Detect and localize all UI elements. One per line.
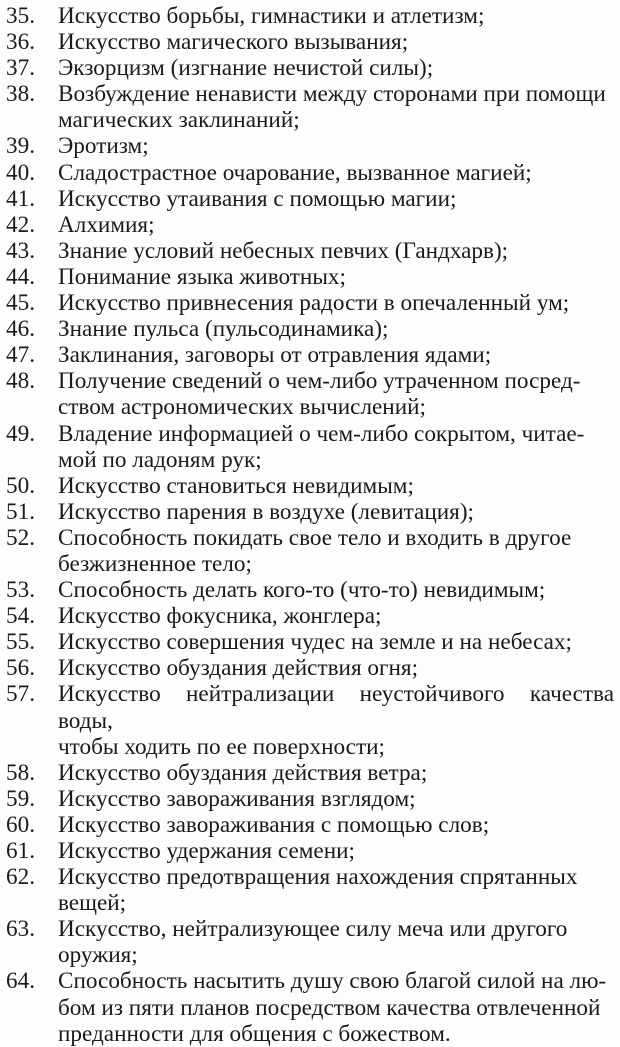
item-text — [58, 968, 620, 1046]
item-number: 48. — [6, 368, 35, 395]
item-text-line: Заклинания, заговоры от отравления ядами; — [58, 342, 492, 369]
item-number: 37. — [6, 55, 35, 82]
item-text-line: Искусство утаивания с помощью магии; — [58, 185, 457, 212]
list-item — [0, 290, 620, 316]
item-number: 42. — [6, 211, 35, 238]
item-text — [58, 681, 620, 759]
list-item — [0, 786, 620, 812]
item-text-line: Искусство предотвращения нахождения спрятанных — [58, 864, 578, 891]
list-item — [0, 968, 620, 1046]
list-item — [0, 238, 620, 264]
list-item — [0, 212, 620, 238]
list-item — [0, 3, 620, 29]
item-text-line: Экзорцизм (изгнание нечистой силы); — [58, 55, 434, 82]
item-text — [58, 342, 620, 368]
item-text-line: Знание условий небесных певчих (Гандхарв); — [58, 237, 509, 264]
item-text — [58, 864, 620, 916]
list-item — [0, 812, 620, 838]
item-number: 45. — [6, 290, 35, 317]
item-number: 43. — [6, 237, 35, 264]
list-item — [0, 55, 620, 81]
item-text-line: Возбуждение ненависти между сторонами при помощи — [58, 81, 606, 108]
list-item — [0, 603, 620, 629]
item-number: 60. — [6, 811, 35, 838]
item-text-line: Сладострастное очарование, вызванное магией; — [58, 159, 532, 186]
item-text — [58, 473, 620, 499]
item-text-line: Искусство привнесения радости в опечаленный ум; — [58, 290, 570, 317]
item-number: 51. — [6, 498, 35, 525]
item-text-line: Алхимия; — [58, 211, 155, 238]
item-text-line: Искусство магического вызывания; — [58, 29, 409, 56]
item-text-line: Искусство совершения чудес на земле и на небесах; — [58, 629, 572, 656]
list-item — [0, 916, 620, 968]
item-number: 56. — [6, 655, 35, 682]
list-item — [0, 421, 620, 473]
item-number: 49. — [6, 420, 35, 447]
item-number: 36. — [6, 29, 35, 56]
list-item — [0, 681, 620, 759]
item-number: 59. — [6, 785, 35, 812]
item-text-line: Искусство борьбы, гимнастики и атлетизм; — [58, 3, 485, 29]
list-item — [0, 29, 620, 55]
item-number: 62. — [6, 864, 35, 891]
item-text — [58, 3, 620, 29]
item-text-line: магических заклинаний; — [58, 107, 300, 134]
item-text — [58, 368, 620, 420]
item-number: 53. — [6, 577, 35, 604]
list-item — [0, 342, 620, 368]
item-text — [58, 81, 620, 133]
item-text — [58, 133, 620, 159]
item-text-line: Искусство удержания семени; — [58, 838, 355, 864]
item-text — [58, 916, 620, 968]
item-number: 46. — [6, 316, 35, 343]
list-item — [0, 368, 620, 420]
list-item — [0, 81, 620, 133]
item-text — [58, 212, 620, 238]
item-number: 57. — [6, 681, 35, 708]
item-text-line: Искусство завораживания с помощью слов; — [58, 811, 490, 838]
item-text-line: Искусство становиться невидимым; — [58, 472, 414, 499]
item-text-line: Знание пульса (пульсодинамика); — [58, 316, 389, 343]
item-text-line: Искусство завораживания взглядом; — [58, 785, 416, 812]
item-text-line: Искусство фокусника, жонглера; — [58, 603, 382, 630]
item-text-line: Искусство нейтрализации неустойчивого качества воды, — [58, 681, 614, 734]
item-text — [58, 290, 620, 316]
item-text-line: Способность насытить душу свою благой силой на лю- — [58, 968, 607, 995]
item-text-line: Владение информацией о чем-либо сокрытом, читае- — [58, 420, 585, 447]
item-text — [58, 812, 620, 838]
item-number: 44. — [6, 263, 35, 290]
item-number: 54. — [6, 603, 35, 630]
item-number: 61. — [6, 838, 35, 864]
list-item — [0, 655, 620, 681]
item-text-line: Способность покидать свое тело и входить в другое — [58, 524, 572, 551]
list-item — [0, 264, 620, 290]
item-text-line: оружия; — [58, 942, 138, 969]
item-text — [58, 655, 620, 681]
item-number: 39. — [6, 133, 35, 160]
list-item — [0, 838, 620, 864]
list-item — [0, 316, 620, 342]
list-item — [0, 760, 620, 786]
item-text — [58, 525, 620, 577]
item-text-line: чтобы ходить по ее поверхности; — [58, 733, 385, 760]
item-number: 35. — [6, 3, 35, 29]
item-text — [58, 264, 620, 290]
item-text — [58, 499, 620, 525]
item-number: 58. — [6, 759, 35, 786]
item-text-line: Искусство, нейтрализующее силу меча или другого — [58, 916, 568, 943]
item-text-line: Эротизм; — [58, 133, 149, 160]
item-text-line: Понимание языка животных; — [58, 263, 346, 290]
list-item — [0, 629, 620, 655]
list-item — [0, 577, 620, 603]
item-number: 47. — [6, 342, 35, 369]
item-text-line: Искусство обуздания действия ветра; — [58, 759, 428, 786]
item-text-line: Получение сведений о чем-либо утраченном посред- — [58, 368, 581, 395]
list-item — [0, 160, 620, 186]
item-text — [58, 421, 620, 473]
list-item — [0, 473, 620, 499]
item-text — [58, 238, 620, 264]
item-number: 52. — [6, 524, 35, 551]
item-text-line: Искусство обуздания действия огня; — [58, 655, 419, 682]
item-text-line: Искусство парения в воздухе (левитация); — [58, 498, 474, 525]
item-number: 55. — [6, 629, 35, 656]
item-number: 64. — [6, 968, 35, 995]
item-text-line: преданности для общения с божеством. — [58, 1020, 451, 1047]
item-text-line: бом из пяти планов посредством качества отвлеченной — [58, 994, 601, 1021]
list-item — [0, 864, 620, 916]
item-text-line: Способность делать кого-то (что-то) невидимым; — [58, 577, 546, 604]
item-text — [58, 316, 620, 342]
item-text — [58, 786, 620, 812]
list-item — [0, 186, 620, 212]
item-number: 63. — [6, 916, 35, 943]
item-text — [58, 29, 620, 55]
item-text — [58, 629, 620, 655]
item-number: 41. — [6, 185, 35, 212]
item-text — [58, 55, 620, 81]
item-text — [58, 603, 620, 629]
list-item — [0, 525, 620, 577]
item-text-line: безжизненное тело; — [58, 550, 252, 577]
item-text-line: вещей; — [58, 890, 127, 917]
item-number: 38. — [6, 81, 35, 108]
item-number: 40. — [6, 159, 35, 186]
item-text — [58, 838, 620, 864]
list-item — [0, 499, 620, 525]
item-text — [58, 186, 620, 212]
item-text — [58, 577, 620, 603]
list-item — [0, 133, 620, 159]
item-text-line: мой по ладоням рук; — [58, 446, 262, 473]
item-text-line: ством астрономических вычислений; — [58, 394, 426, 421]
item-text — [58, 760, 620, 786]
item-text — [58, 160, 620, 186]
item-number: 50. — [6, 472, 35, 499]
